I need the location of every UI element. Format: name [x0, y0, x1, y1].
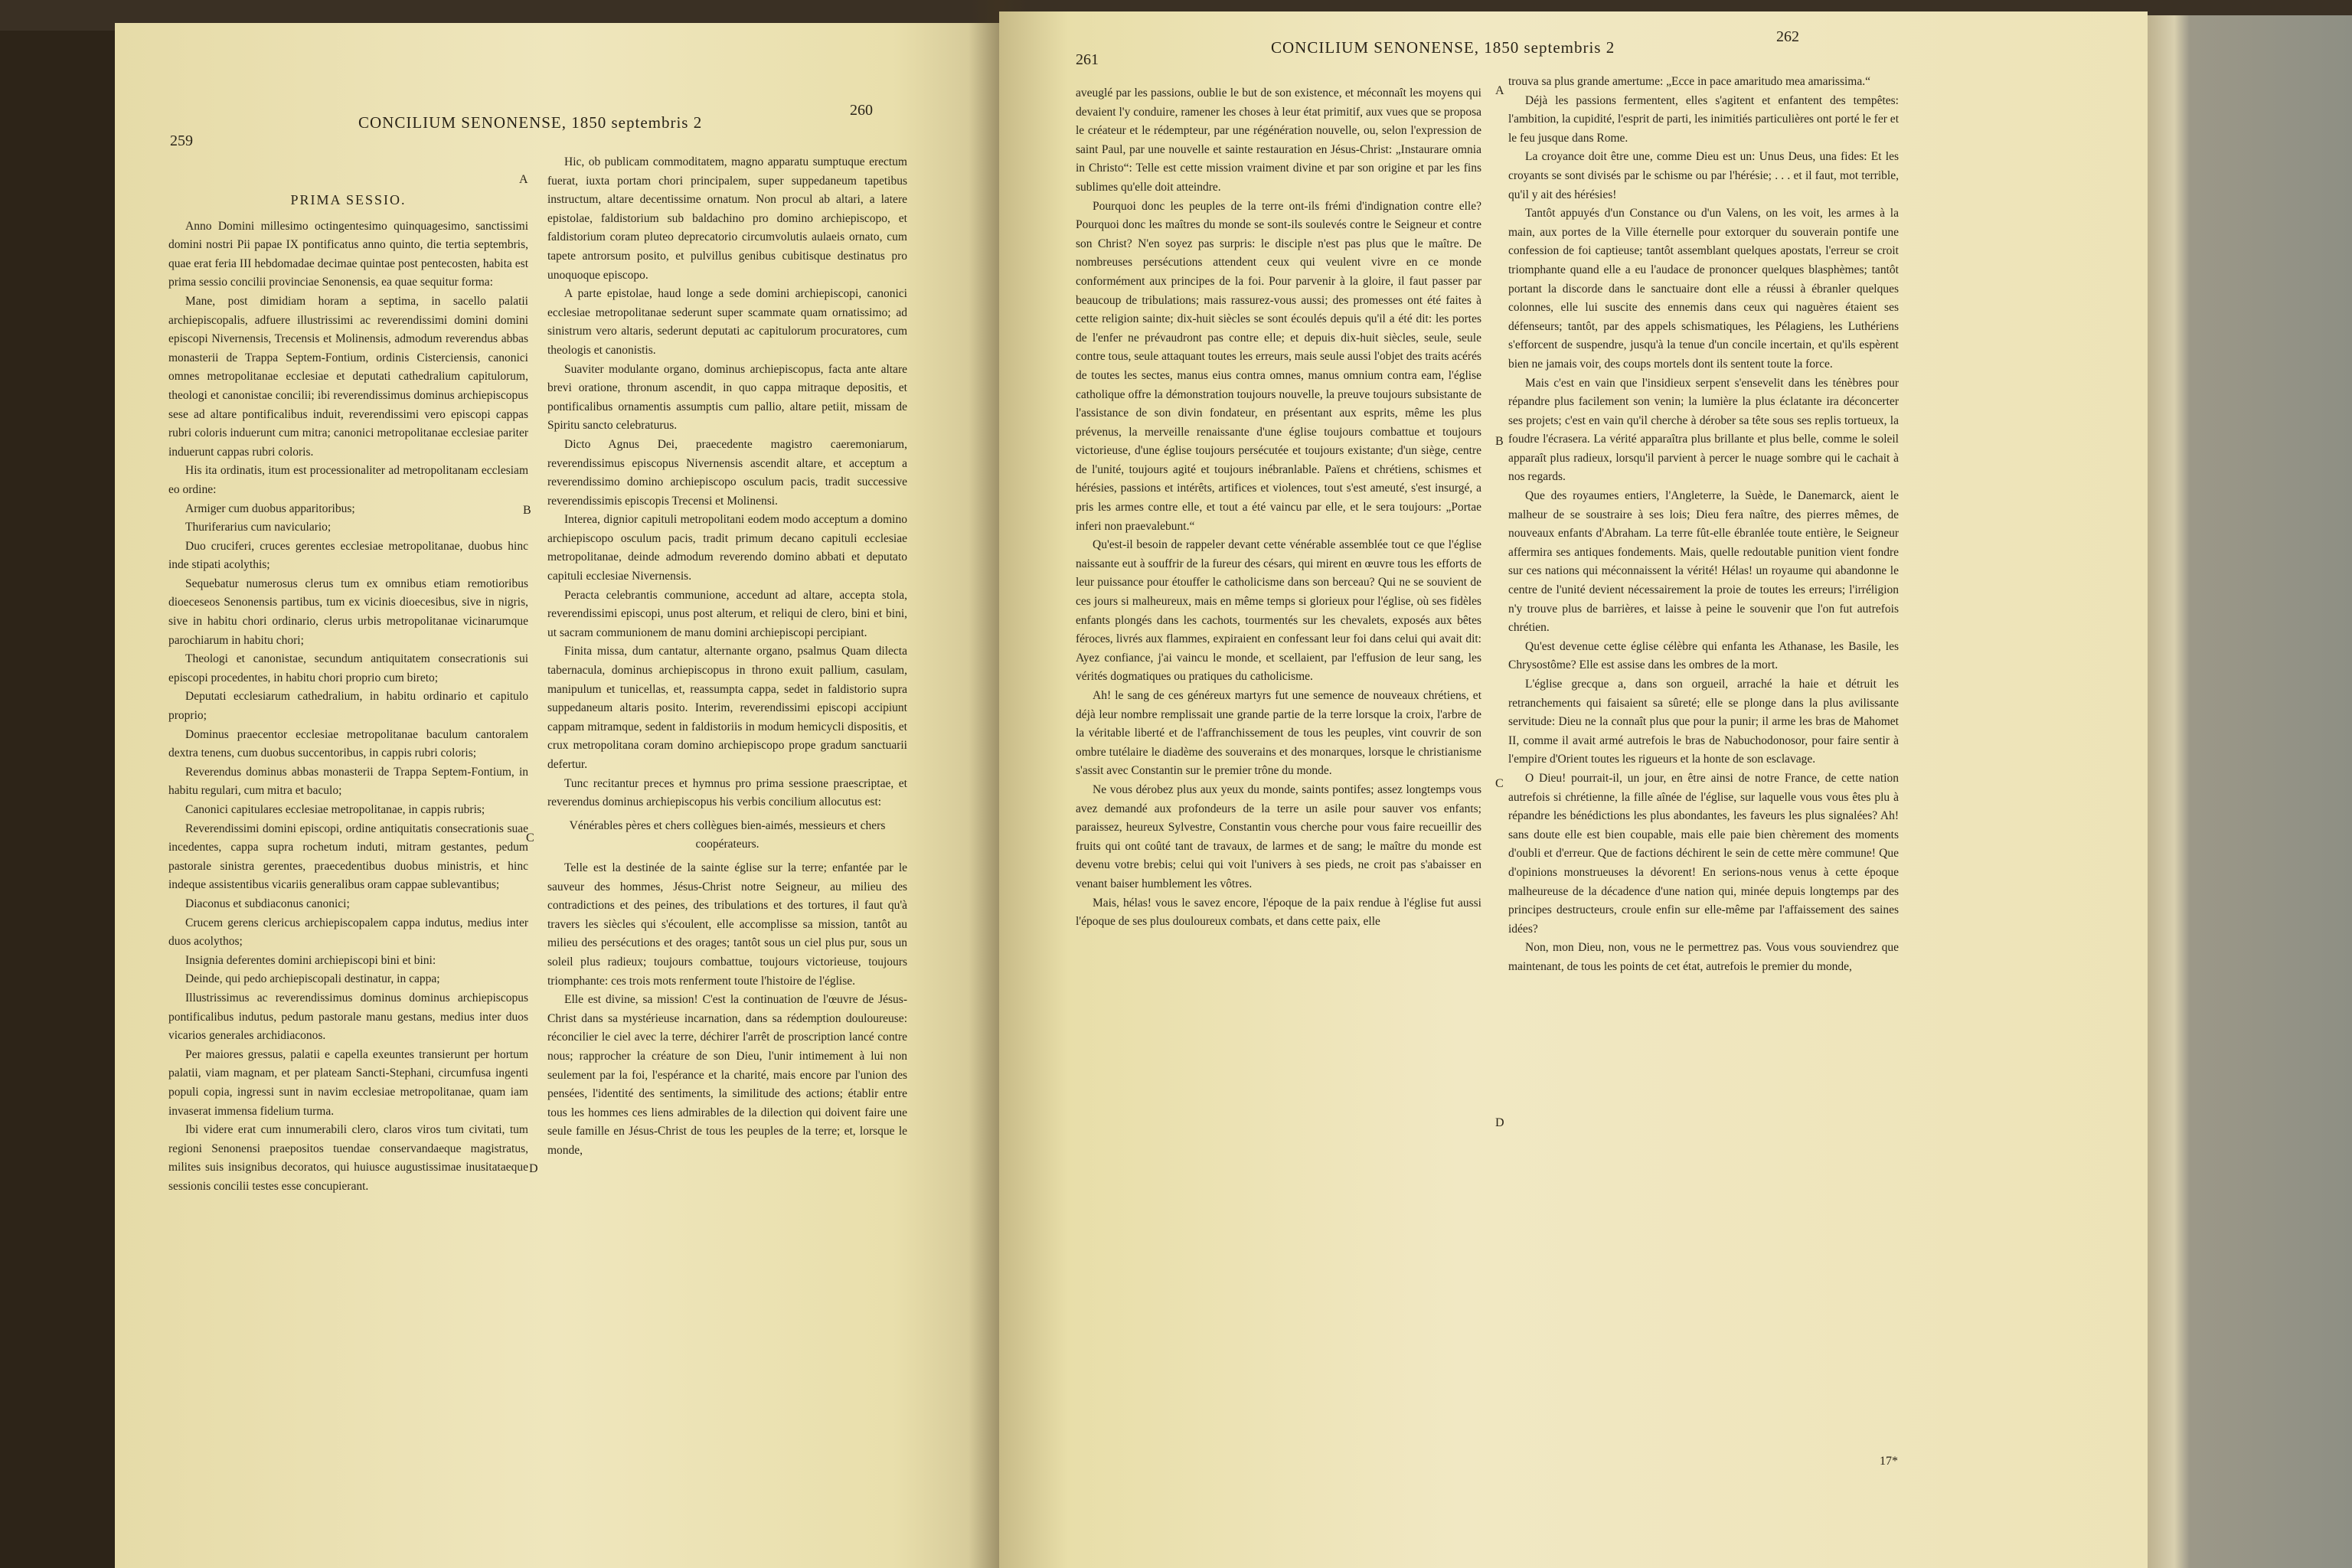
paragraph: Ibi videre erat cum innumerabili clero, claros viros tum civitati, tum regioni Senonensi praepositos tuendae conservandaeque magistratus, milites suis insignibus decoratos, qui huiusce augustissimae inusitataeque sessionis concilii testes esse concupierant. [168, 1123, 528, 1193]
paragraph: O Dieu! pourrait-il, un jour, en être ainsi de notre France, de cette nation autrefois si chrétienne, la fille aînée de l'église, sur laquelle vous vous êtes plu à répandre les bénédictions les plus abondantes, les faveurs les plus signalées? Ah! sans doute elle est bien coupable, mais elle paie bien chèrement des moments d'oubli et d'erreur. Que de factions déchirent le sein de cette mère commune! Que d'opinions monstrueuses la dévorent! En serions-nous venus à cette époque malheureuse de la décadence d'une nation qui, minée depuis longtemps par des principes destructeurs, croule enfin sur elle-même par l'affaissement des saines idées? [1508, 771, 1899, 936]
paragraph: Mane, post dimidiam horam a septima, in sacello palatii archiepiscopalis, adfuere illustrissimi ac reverendissimi domini domini episcopi Nivernensis, Trecensis et Molinensis, admodum reverendus abbas monasterii de Trappa Septem-Fontium, ordinis Cisterciensis, canonici omnes metropolitanae ecclesiae et deputati cathedralium capitulorum, theologi et canonistae concilii; ibi reverendissimus dominus archiepiscopus sese ad altare pontificalibus induit, reverendissimi vero episcopi cappas rubri coloris induerunt cum mitra; canonici metropolitanae ecclesiae pariter induerunt cappas rubri coloris. [168, 294, 528, 459]
paragraph: Telle est la destinée de la sainte église sur la terre; enfantée par le sauveur des hommes, Jésus-Christ notre Seigneur, au milieu des contradictions et des peines, des tribulations et des tortures, il faut qu'à travers les siècles qui s'écoulent, elle accomplisse sa mission, tantôt au milieu des persécutions et des orages; tantôt sous un ciel plus pur, sous un soleil plus radieux; toujours combattue, toujours victorieuse, toujours triomphante: ces trois mots renferment toute l'histoire de l'église. [547, 861, 907, 988]
paragraph: Sequebatur numerosus clerus tum ex omnibus etiam remotioribus dioeceseos Senonensis partibus, tum ex vicinis dioecesibus, sive in nigris, sive in habitu chori ordinario, clerus urbis metropolitanae vicinarumque parochiarum in habitu chori; [168, 577, 528, 647]
paragraph: Mais c'est en vain que l'insidieux serpent s'ensevelit dans les ténèbres pour répandre plus facilement son venin; la lumière la plus éclatante ira déconcerter ses projets; c'est en vain qu'il cherche à dérober sa tête sous ses replis tortueux, la foudre l'écrasera. La vérité apparaîtra plus brillante et plus belle, comme le soleil apparaît plus radieux, lorsqu'il parvient à percer le nuage sombre qui le cachait à nos regards. [1508, 376, 1899, 484]
paragraph: Reverendissimi domini episcopi, ordine antiquitatis consecrationis suae incedentes, cappa supra rochetum induti, mitram gestantes, pedum pastorale sinistra gerentes, praecedentibus duobus ministris, et hinc indeque assistentibus vicariis generalibus oram cappae sublevantibus; [168, 822, 528, 892]
margin-marker-a: A [519, 173, 528, 186]
paragraph: Finita missa, dum cantatur, alternante organo, psalmus Quam dilecta tabernacula, dominus archiepiscopus in throno exuit pallium, casulam, manipulum et tunicellas, et, reassumpta cappa, sedet in faldistorio supra suppedaneum altaris posito. Interim, reverendissimi episcopi accipiunt cappam mitramque, sedent in faldistoriis in modum hemicycli dispositis, et crux metropolitana coram domino archiepiscopo prope gradum sanctuarii defertur. [547, 645, 907, 771]
paragraph: Elle est divine, sa mission! C'est la continuation de l'œuvre de Jésus-Christ dans sa mystérieuse incarnation, dans sa rédemption douloureuse: réconcilier le ciel avec la terre, déchirer l'arrêt de proscription lancé contre nous; rapprocher la créature de son Dieu, l'unir intimement à lui non seulement par la foi, l'espérance et la charité, mais encore par l'union des pensées, l'identité des sentiments, la similitude des actions; établir entre tous les hommes ces liens admirables de la dilection qui doivent faire une seule famille en Jésus-Christ de tous les peuples de la terre; et, lorsque le monde, [547, 993, 907, 1157]
paragraph: A parte epistolae, haud longe a sede domini archiepiscopi, canonici ecclesiae metropolitanae sederunt super scammate quam ornatissimo; ad sinistrum vero altaris, sederunt deputati ac capitulorum procuratores, cum theologis et canonistis. [547, 287, 907, 357]
paragraph: Tunc recitantur preces et hymnus pro prima sessione praescriptae, et reverendus dominus archiepiscopus his verbis concilium allocutus est: [547, 776, 907, 809]
margin-marker-b: B [523, 504, 531, 517]
section-heading: PRIMA SESSIO. [290, 192, 407, 207]
paragraph: Pourquoi donc les peuples de la terre ont-ils frémi d'indignation contre elle? Pourquoi donc les maîtres du monde se sont-ils soulevés contre le Seigneur et contre son Christ? N'en soyez pas surpris: le disciple n'est pas plus que le maître. De nombreuses persécutions attendent ceux qui veulent vivre en ce monde conformément aux principes de la foi. Pour parvenir à la gloire, il faut passer par beaucoup de tribulations; mais rassurez-vous aussi; des promesses ont été faites à cette religion sainte; dix-huit siècles se sont écoulés depuis qu'il a été dit: les portes de l'enfer ne prévaudront pas contre elle; et depuis dix-huit siècles, seule, seule contre tous, seule attaquant toutes les erreurs, mais seule aussi l'objet des traits acérés de toutes les sectes, manus eius contra omnes, manus omnium contra eam, l'église catholique offre la démonstration toujours nouvelle, la preuve toujours subsistante de l'assistance de son divin fondateur, en présentant aux esprits, même les plus prévenus, la merveille renaissante d'une église toujours combattue et toujours victorieuse, d'une église toujours persécutée et toujours existante; d'un siège, centre de l'unité, toujours agité et toujours inébranlable. Païens et chrétiens, schismes et hérésies, passions et intérêts, artifices et violences, tout s'est ameuté, s'est insurgé, a pris les armes contre elle, et tout a été vaincu par elle, et le sera toujours: „Portae inferi non praevalebunt.“ [1076, 199, 1481, 533]
paragraph: Armiger cum duobus apparitoribus; [185, 501, 355, 515]
paragraph: Tantôt appuyés d'un Constance ou d'un Valens, on les voit, les armes à la main, aux portes de la Ville éternelle pour extorquer du souverain pontife une confession de foi captieuse; tantôt assemblant quelques apostats, l'erreur se croit triomphante quand elle a eu l'audace de prononcer quelques blasphèmes; tantôt portant la discorde dans le sanctuaire dont elle a réussi à ébranler quelques colonnes, elle lui suscite des ennemis dans ceux qui naguères étaient ses défenseurs; tantôt, par des appels schismatiques, les Pélagiens, les Luthériens s'efforcent de suspendre, jusqu'à la tenue d'un concile incertain, et qu'ils espèrent bien ne jamais voir, des coups mortels dont ils sentent toute la force. [1508, 207, 1899, 371]
paragraph: Que des royaumes entiers, l'Angleterre, la Suède, le Danemarck, aient le malheur de se soustraire à ses lois; Dieu fera naître, des pierres mêmes, de nouveaux enfants d'Abraham. La terre fût-elle ébranlée toute entière, le Seigneur affermira ses antiques fondements. Mais, quelle redoutable punition vient fondre sur ces nations qui méconnaissent la vérité! Hélas! un royaume qui abandonne le centre de l'unité devient nécessairement la proie de toutes les erreurs; l'irréligion n'y trouve plus de barrières, et laisse à peine le souvenir que l'on fut autrefois chrétien. [1508, 489, 1899, 635]
left-page-column-2 [547, 153, 907, 1160]
paragraph: Dominus praecentor ecclesiae metropolitanae baculum cantoralem dextra tenens, cum duobus succentoribus, in cappis rubri coloris; [168, 727, 528, 760]
running-head-left: CONCILIUM SENONENSE, 1850 septembris 2 [358, 113, 703, 132]
paragraph: Hic, ob publicam commoditatem, magno apparatu sumptuque erectum fuerat, iuxta portam chori principalem, super suppedaneum tapetibus instructum, altare decentissime ornatum. Non procul ab altari, a latere epistolae, faldistorium sub baldachino pro domino archiepiscopo, et faldistorium coram pluteo deprecatorio circumvolutis aulaeis ornato, cum tapete antrorsum posito, et pulvillus genibus cubitisque destinatus pro unoquoque episcopo. [547, 155, 907, 282]
right-page-column-1 [1076, 84, 1481, 932]
paragraph: Deinde, qui pedo archiepiscopali destinatur, in cappa; [185, 972, 440, 986]
paragraph: Theologi et canonistae, secundum antiquitatem consecrationis sui episcopi procedentes, in habitu chori proprio cum bireto; [168, 652, 528, 684]
margin-marker-c: C [526, 831, 534, 844]
right-page-column-2 [1508, 73, 1899, 977]
paragraph: Insignia deferentes domini archiepiscopi bini et bini: [185, 953, 436, 967]
paragraph: Ne vous dérobez plus aux yeux du monde, saints pontifes; assez longtemps vous avez demandé aux profondeurs de la terre un asile pour sauver vos enfants; paraissez, heureux Sylvestre, Constantin vous cherche pour vous faire recueillir des fruits qui ont coûté tant de travaux, de larmes et de sang; le maître du monde est devenu votre brebis; celui qui voit l'univers à ses pieds, ne croit pas s'abaisser en venant baiser humblement les vôtres. [1076, 782, 1481, 890]
paragraph: Interea, dignior capituli metropolitani eodem modo acceptum a domino archiepiscopo osculum pacis, tradit primum decano capituli ecclesiae metropolitanae, deinde admodum reverendo domino abbati et deputato capituli ecclesiae Nivernensis. [547, 513, 907, 583]
paragraph: Mais, hélas! vous le savez encore, l'époque de la paix rendue à l'église fut aussi l'époque de ses plus douloureux combats, et dans cette paix, elle [1076, 896, 1481, 929]
paragraph: Peracta celebrantis communione, accedunt ad altare, accepta stola, reverendissimi episcopi, unus post alterum, et reliqui de clero, bini et bini, ut sacram communionem de manu domini archiepiscopi percipiant. [547, 588, 907, 639]
page-number-259: 259 [170, 132, 193, 149]
page-number-262: 262 [1776, 28, 1799, 45]
margin-marker-b: B [1495, 435, 1504, 448]
paragraph: Qu'est devenue cette église célèbre qui enfanta les Athanase, les Basile, les Chrysostôme? Elle est assise dans les ombres de la mort. [1508, 639, 1899, 672]
paragraph: Déjà les passions fermentent, elles s'agitent et enfantent des tempêtes: l'ambition, la cupidité, l'esprit de parti, les inimitiés particulières ont porté le fer et le feu jusque dans Rome. [1508, 93, 1899, 145]
page-number-260: 260 [850, 102, 873, 119]
paragraph: Dicto Agnus Dei, praecedente magistro caeremoniarum, reverendissimus episcopus Nivernensis ascendit altare, et acceptum a reverendissimo domino archiepiscopo osculum pacis, tradit successive reverendissimis episcopis Trecensi et Molinensi. [547, 437, 907, 508]
right-page [999, 11, 2148, 1568]
paragraph: Canonici capitulares ecclesiae metropolitanae, in cappis rubris; [185, 803, 485, 816]
paragraph: Non, mon Dieu, non, vous ne le permettrez pas. Vous vous souviendrez que maintenant, de tous les points de cet état, autrefois le premier du monde, [1508, 941, 1899, 973]
address-salutation: Vénérables pères et chers collègues bien-aimés, messieurs et chers coopérateurs. [569, 818, 886, 851]
paragraph: Per maiores gressus, palatii e capella exeuntes transierunt per hortum palatii, viam magnam, et per plateam Sancti-Stephani, circumfusa ingenti populi copia, ingressi sunt in navim ecclesiae metropolitanae, quam iam invaserat immensa fidelium turma. [168, 1047, 528, 1118]
paragraph: Duo cruciferi, cruces gerentes ecclesiae metropolitanae, duobus hinc inde stipati acolythis; [168, 539, 528, 572]
paragraph: Crucem gerens clericus archiepiscopalem cappa indutus, medius inter duos acolythos; [168, 916, 528, 949]
page-number-261: 261 [1076, 51, 1099, 68]
paragraph: Suaviter modulante organo, dominus archiepiscopus, facta ante altare brevi oratione, thronum ascendit, in quo cappa mitraque depositis, et pontificalibus ornamentis assumptis cum pallio, altare petiit, missam de Spiritu sancto celebraturus. [547, 362, 907, 433]
margin-marker-a: A [1495, 84, 1504, 97]
left-page-column-1 [168, 180, 528, 1196]
paragraph: Illustrissimus ac reverendissimus dominus dominus archiepiscopus pontificalibus indutus, pedum pastorale manu gestans, medius inter duos vicarios generales archidiaconos. [168, 991, 528, 1043]
paragraph: Reverendus dominus abbas monasterii de Trappa Septem-Fontium, in habitu regulari, cum mitra et baculo; [168, 765, 528, 798]
book-page-edges [2144, 15, 2352, 1568]
signature-mark: 17* [1880, 1455, 1898, 1468]
left-page [115, 23, 999, 1568]
paragraph: Ah! le sang de ces généreux martyrs fut une semence de nouveaux chrétiens, et déjà leur nombre remplissait une grande partie de la terre lorsque la croix, l'arbre de la véritable liberté et de l'affranchissement de tous les peuples, vint couvrir de son ombre tutélaire le diadème des souverains et des monarques, lorsque le christianisme s'assit avec Constantin sur le premier trône du monde. [1076, 689, 1481, 778]
paragraph: Anno Domini millesimo octingentesimo quinquagesimo, sanctissimi domini nostri Pii papae IX pontificatus anno quinto, die tertia septembris, quae erat feria III hebdomadae decimae quintae post pentecosten, habita est prima sessio concilii provinciae Senonensis, ea quae sequitur forma: [168, 219, 528, 289]
margin-marker-c: C [1495, 777, 1504, 790]
paragraph: Deputati ecclesiarum cathedralium, in habitu ordinario et capitulo proprio; [168, 690, 528, 723]
margin-marker-d: D [529, 1162, 538, 1175]
paragraph: Qu'est-il besoin de rappeler devant cette vénérable assemblée tout ce que l'église naissante eut à souffrir de la fureur des césars, qui mirent en œuvre tous les efforts de leur puissance pour étouffer le catholicisme dans son berceau? Qui ne se souvient de ces jours si malheureux, mais en même temps si glorieux pour l'église, où ses fidèles enfants plongés dans les cachots, tourmentés sur les chevalets, exposés aux bêtes féroces, livrés aux flammes, expiraient en confessant leur foi dans celui qui avait dit: Ayez confiance, j'ai vaincu le monde, et scellaient, par l'effusion de leur sang, les vérités dogmatiques ou pratiques du catholicisme. [1076, 538, 1481, 684]
paragraph: His ita ordinatis, itum est processionaliter ad metropolitanam ecclesiam eo ordine: [168, 464, 528, 496]
margin-marker-d: D [1495, 1116, 1504, 1129]
paragraph: aveuglé par les passions, oublie le but de son existence, et méconnaît les moyens qui devaient l'y conduire, ramener les choses à leur état primitif, aux vues que se proposa le créateur et le rédempteur, par une régénération nouvelle, ou, selon l'expression de saint Paul, par une nouvelle et sainte restauration en Jésus-Christ: „Instaurare omnia in Christo“: Telle est cette mission vraiment divine et par son origine et par les fins sublimes qu'elle doit atteindre. [1076, 87, 1481, 194]
paragraph: Thuriferarius cum naviculario; [185, 521, 332, 534]
paragraph: Diaconus et subdiaconus canonici; [185, 897, 350, 910]
paragraph: L'église grecque a, dans son orgueil, arraché la haie et détruit les retranchements qui faisaient sa sûreté; elle se plonge dans la plus avilissante servitude: Dieu ne la connaît plus que pour la punir; il arme les bras de Mahomet II, comme il avait armé autrefois le bras de Nabuchodonosor, pour faire sentir à l'empire d'Orient toutes les rigueurs et la honte de son esclavage. [1508, 678, 1899, 766]
running-head-right: CONCILIUM SENONENSE, 1850 septembris 2 [1271, 38, 1615, 57]
paragraph: trouva sa plus grande amertume: „Ecce in pace amaritudo mea amarissima.“ [1508, 75, 1870, 88]
paragraph: La croyance doit être une, comme Dieu est un: Unus Deus, una fides: Et les croyants se sont divisés par le schisme ou par l'hérésie; . . . et il faut, mot terrible, qu'il y ait des hérésies! [1508, 150, 1899, 201]
